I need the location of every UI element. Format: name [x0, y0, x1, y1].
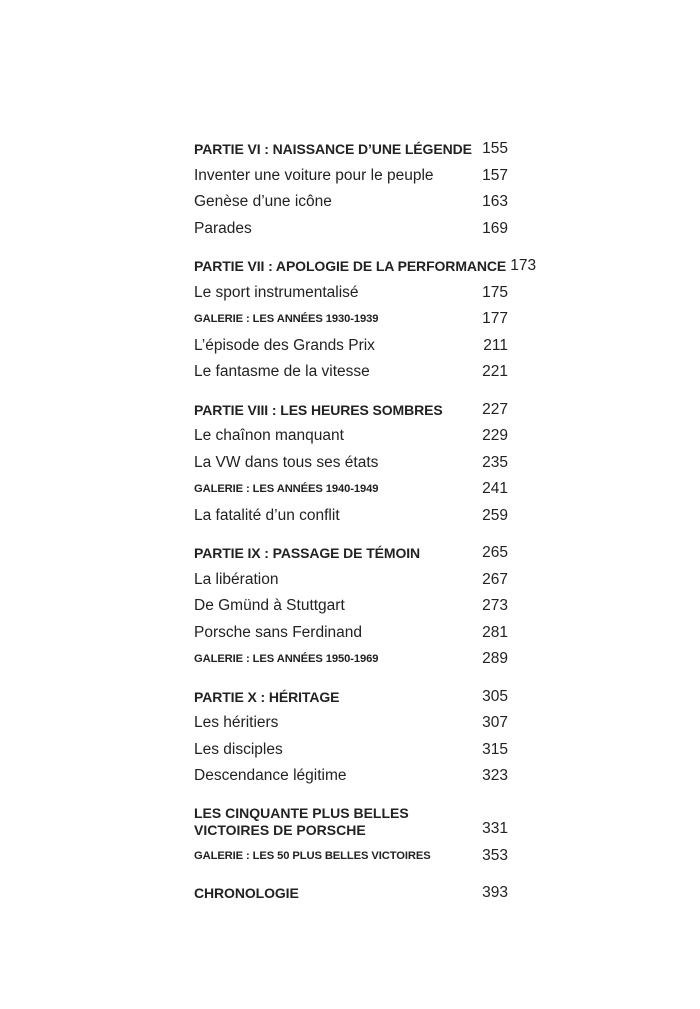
toc-page-number: 289 — [482, 650, 508, 667]
toc-entry-title: La libération — [194, 570, 279, 588]
toc-heading-title: PARTIE IX : PASSAGE DE TÉMOIN — [194, 545, 421, 561]
toc-heading — [194, 540, 508, 567]
toc-entry-title: L’épisode des Grands Prix — [194, 336, 375, 354]
toc-page-number: 227 — [482, 400, 508, 418]
toc-page-number: 157 — [482, 166, 508, 184]
toc-entry-title: De Gmünd à Stuttgart — [194, 597, 345, 614]
toc-section-chronologie — [194, 880, 508, 907]
toc-section-partie-viii — [194, 397, 508, 530]
toc-entry — [194, 763, 508, 790]
toc-gallery-title: GALERIE : LES ANNÉES 1930-1939 — [194, 313, 379, 325]
toc-entry — [194, 737, 508, 764]
toc-entry-title: Le fantasme de la vitesse — [194, 363, 370, 380]
toc-heading-title: LES CINQUANTE PLUS BELLES VICTOIRES DE PORSCHE — [194, 804, 409, 838]
toc-heading-title: PARTIE VI : NAISSANCE D’UNE LÉGENDE — [194, 141, 472, 157]
toc-section-partie-vii — [194, 253, 537, 386]
toc-heading-title: PARTIE X : HÉRITAGE — [194, 688, 340, 705]
toc-entry — [194, 450, 508, 477]
toc-heading — [194, 801, 508, 839]
toc-section-victoires — [194, 801, 508, 870]
toc-entry — [194, 189, 508, 216]
toc-page-number: 211 — [483, 336, 508, 354]
toc-page-number: 315 — [482, 740, 508, 758]
toc-entry-title: Le sport instrumentalisé — [194, 283, 359, 301]
toc-page-number: 393 — [482, 884, 508, 901]
toc-entry — [194, 280, 508, 307]
toc-page-number: 281 — [482, 623, 508, 641]
toc-entry — [194, 333, 508, 360]
toc-heading — [194, 880, 508, 907]
toc-page-number: 305 — [482, 687, 508, 705]
toc-page-number: 331 — [482, 819, 508, 837]
toc-page-number: 177 — [482, 310, 508, 327]
toc-gallery-entry — [194, 646, 508, 673]
toc-entry — [194, 503, 508, 530]
toc-entry-title: Le chaînon manquant — [194, 427, 344, 444]
toc-page-number: 323 — [482, 767, 508, 784]
toc-page-number: 175 — [482, 283, 508, 301]
toc-entry-title: Les disciples — [194, 740, 283, 758]
toc-gallery-title: GALERIE : LES ANNÉES 1940-1949 — [194, 483, 379, 495]
toc-page-number: 267 — [482, 570, 508, 588]
toc-entry — [194, 710, 508, 737]
toc-entry-title: Porsche sans Ferdinand — [194, 623, 363, 641]
toc-entry — [194, 359, 508, 386]
toc-heading — [194, 136, 508, 163]
toc-page-number: 235 — [482, 453, 508, 471]
toc-entry-title: Genèse d’une icône — [194, 193, 332, 210]
toc-page-number: 155 — [482, 140, 508, 157]
toc-entry-title: Descendance légitime — [194, 767, 347, 784]
toc-page-number: 169 — [482, 219, 508, 237]
toc-entry — [194, 593, 508, 620]
toc-entry — [194, 163, 508, 190]
toc-page-number: 229 — [482, 427, 508, 444]
toc-heading-title: CHRONOLOGIE — [194, 885, 299, 901]
toc-page-number: 163 — [482, 193, 508, 210]
toc-gallery-entry — [194, 843, 508, 870]
toc-entry-title: Inventer une voiture pour le peuple — [194, 166, 434, 184]
toc-heading — [194, 253, 537, 280]
toc-entry-title: La VW dans tous ses états — [194, 453, 379, 471]
toc-gallery-entry — [194, 306, 508, 333]
toc-heading-title: PARTIE VIII : LES HEURES SOMBRES — [194, 401, 443, 418]
toc-entry-title: La fatalité d’un conflit — [194, 506, 340, 524]
toc-heading — [194, 397, 508, 424]
toc-page-number: 273 — [482, 597, 508, 614]
toc-gallery-title: GALERIE : LES ANNÉES 1950-1969 — [194, 653, 379, 665]
toc-section-partie-x — [194, 684, 508, 790]
toc-gallery-title: GALERIE : LES 50 PLUS BELLES VICTOIRES — [194, 849, 431, 862]
toc-heading — [194, 684, 508, 711]
toc-section-partie-vi — [194, 136, 508, 242]
toc-entry-title: Parades — [194, 219, 252, 237]
toc-entry — [194, 620, 508, 647]
toc-page-number: 241 — [482, 480, 508, 497]
toc-gallery-entry — [194, 476, 508, 503]
toc-heading-title: PARTIE VII : APOLOGIE DE LA PERFORMANCE — [194, 258, 507, 274]
toc-entry — [194, 216, 508, 243]
toc-section-partie-ix — [194, 540, 508, 673]
toc-page-number: 173 — [510, 257, 537, 274]
toc-page-number: 353 — [482, 846, 508, 864]
toc-page-number: 307 — [482, 714, 508, 731]
toc-entry — [194, 567, 508, 594]
toc-page-number: 265 — [482, 544, 508, 561]
toc-entry-title: Les héritiers — [194, 714, 279, 731]
toc-page-number: 221 — [482, 363, 508, 380]
table-of-contents — [194, 136, 537, 918]
toc-page-number: 259 — [482, 506, 508, 524]
toc-entry — [194, 423, 508, 450]
